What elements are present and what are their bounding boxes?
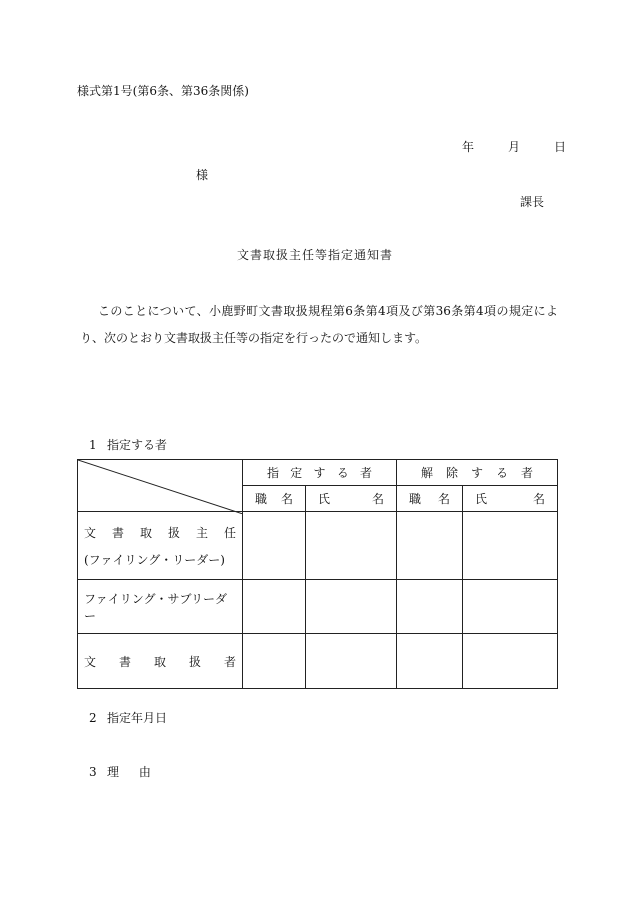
cell-handler-release-name[interactable] [463, 634, 558, 689]
header-release-position: 職名 [397, 486, 463, 512]
header-release: 解除する者 [397, 460, 558, 486]
designation-table [77, 459, 558, 689]
date-year: 年 [462, 140, 475, 154]
section-1-number: 1 [89, 438, 97, 452]
sender-title: 課長 [519, 195, 544, 209]
row-label-chief-main: 文書取扱主任 [84, 525, 236, 540]
body-text: このことについて、小鹿野町文書取扱規程第6条第4項及び第36条第4項の規定により、次のとおり文書取扱主任等の指定を行ったので通知します。 [80, 304, 558, 345]
cell-handler-release-position[interactable] [397, 634, 463, 689]
section-3-number: 3 [89, 765, 97, 779]
header-designate-position: 職名 [243, 486, 306, 512]
addressee-suffix: 様 [196, 168, 209, 182]
header-designate: 指定する者 [243, 460, 397, 486]
cell-subleader-designate-name[interactable] [306, 580, 397, 634]
section-1-heading [89, 436, 167, 453]
row-label-subleader: ファイリング・サブリーダー [78, 580, 243, 634]
form-number: 様式第1号(第6条、第36条関係) [77, 84, 249, 98]
section-1-label: 指定する者 [107, 438, 168, 452]
cell-chief-release-position[interactable] [397, 512, 463, 580]
cell-subleader-release-position[interactable] [397, 580, 463, 634]
cell-subleader-release-name[interactable] [463, 580, 558, 634]
cell-chief-designate-name[interactable] [306, 512, 397, 580]
cell-chief-release-name[interactable] [463, 512, 558, 580]
section-3-label: 理 由 [107, 765, 159, 779]
header-release-name: 氏名 [463, 486, 558, 512]
row-label-chief-sub: (ファイリング・リーダー) [84, 552, 225, 567]
row-label-handler: 文書取扱者 [78, 634, 243, 689]
cell-subleader-designate-position[interactable] [243, 580, 306, 634]
cell-handler-designate-name[interactable] [306, 634, 397, 689]
cell-chief-designate-position[interactable] [243, 512, 306, 580]
cell-handler-designate-position[interactable] [243, 634, 306, 689]
header-corner [78, 460, 243, 512]
section-3-heading [89, 763, 159, 780]
row-label-chief [78, 512, 243, 580]
corner-diagonal [78, 460, 243, 514]
document-title: 文書取扱主任等指定通知書 [236, 248, 393, 262]
section-2-heading [89, 709, 167, 726]
section-2-number: 2 [89, 711, 97, 725]
date-line [462, 138, 566, 155]
date-month: 月 [508, 140, 521, 154]
header-designate-name: 氏名 [306, 486, 397, 512]
date-day: 日 [554, 140, 567, 154]
section-2-label: 指定年月日 [107, 711, 168, 725]
